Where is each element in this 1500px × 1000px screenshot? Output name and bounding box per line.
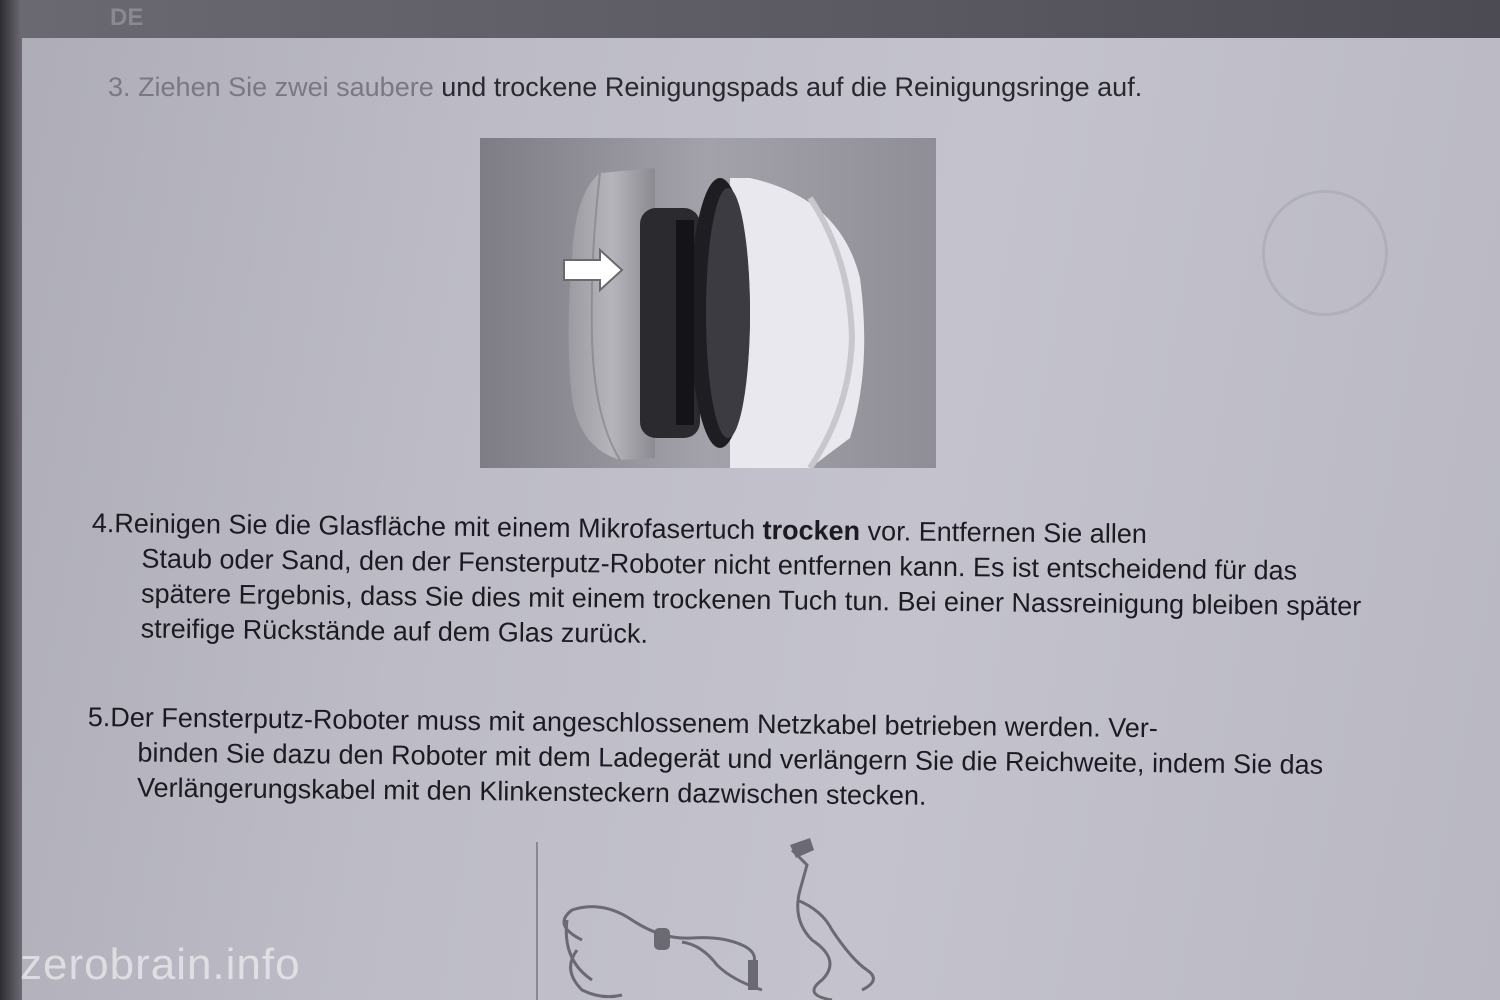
photo-drawing bbox=[480, 138, 936, 468]
step-text: vor. Entfernen Sie allen bbox=[859, 516, 1147, 550]
bleed-through-icon bbox=[1262, 190, 1388, 316]
manual-page bbox=[22, 0, 1500, 1000]
emphasis-text: trocken bbox=[762, 515, 861, 547]
step-text-faded: Ziehen Sie zwei saubere bbox=[138, 72, 434, 102]
step-5 bbox=[87, 700, 1408, 819]
step-number: 4. bbox=[91, 507, 115, 539]
step-text: Reinigen Sie die Glasfläche mit einem Mikrofasertuch bbox=[114, 508, 763, 546]
step-text: und trockene Reinigungspads auf die Reinigungsringe auf. bbox=[433, 72, 1143, 102]
step-4 bbox=[91, 506, 1392, 660]
step-continuation: binden Sie dazu den Roboter mit dem Ladegerät und verlängern Sie die Reichweite, indem Sie das Verlängerungskabel mit den Klinkensteckern dazwischen stecken. bbox=[136, 737, 1324, 811]
step-number: 5. bbox=[87, 701, 111, 733]
power-cable-illustration bbox=[522, 830, 942, 1000]
step-number: 3. bbox=[108, 72, 131, 102]
cleaning-pad-photo bbox=[480, 138, 936, 468]
language-tag: DE bbox=[110, 4, 144, 31]
step-continuation: Staub oder Sand, den der Fensterputz-Roboter nicht entfernen kann. Es ist entscheidend für das spätere Ergebnis, dass Sie dies mit einem trockenen Tuch tun. Bei einer Nassreinigung bleiben später streifige Rückstände auf dem Glas zurück. bbox=[140, 543, 1362, 649]
header-bar bbox=[22, 0, 1500, 38]
book-gutter bbox=[0, 0, 22, 1000]
step-3 bbox=[108, 70, 1428, 105]
watermark: zerobrain.info bbox=[20, 940, 301, 989]
step-text: Der Fensterputz-Roboter muss mit angeschlossenem Netzkabel betrieben werden. Ver- bbox=[110, 702, 1158, 744]
cable-drawing bbox=[522, 830, 942, 1000]
